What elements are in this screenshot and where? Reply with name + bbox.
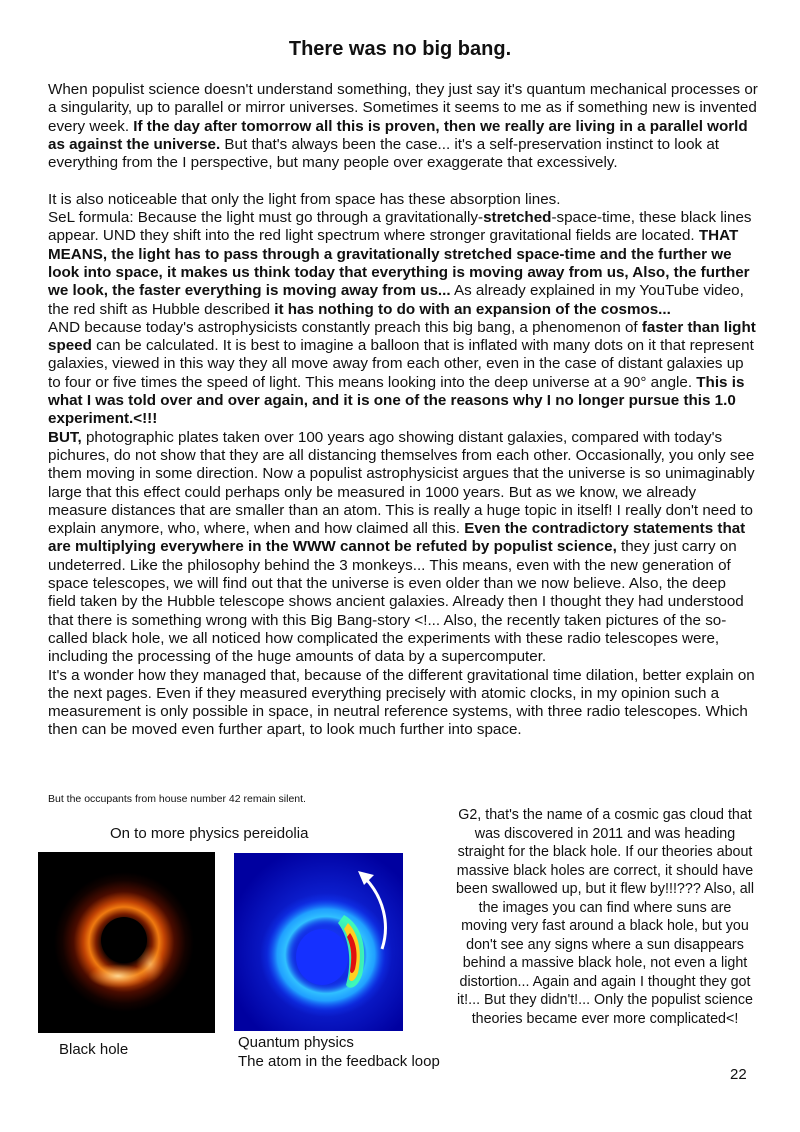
black-hole-caption: Black hole bbox=[59, 1041, 129, 1058]
quantum-caption-line1: Quantum physics bbox=[238, 1034, 354, 1051]
bold-text: it has nothing to do with an expansion of the cosmos... bbox=[274, 300, 671, 318]
quantum-physics-image bbox=[234, 853, 403, 1031]
text: It is also noticeable that only the light from space has these absorption lines. bbox=[48, 190, 561, 208]
paragraph bbox=[48, 191, 758, 209]
bold-text: This is what I was told over and over again, and it is one of the reasons why I no longer pursue this 1.0 experiment.<!!! bbox=[48, 373, 745, 428]
article-body bbox=[48, 81, 758, 740]
text: AND because today's astrophysicists constantly preach this big bang, a phenomenon of bbox=[48, 318, 642, 336]
text: When populist science doesn't understand something, they just say it's quantum mechanical processes or a singularity, up to parallel or mirror universes. Sometimes it seems to me as if something new is invented every week. bbox=[48, 81, 758, 135]
page-title: There was no big bang. bbox=[288, 38, 512, 60]
text: they just carry on undeterred. Like the philosophy behind the 3 monkeys... This means, even with the new generation of space telescopes, we will find out that the universe is even older than we now believe. Also, the deep field taken by the Hubble telescope shows ancient galaxies. Already then I thought they had understood that there is something wrong with this Big Bang-story <!... Also, the recently taken pictures of the so-called black hole, we all noticed how complicated the experiments with these radio telescopes were, including the processing of the huge amounts of data by a supercomputer. bbox=[48, 538, 744, 666]
bold-text: BUT, bbox=[48, 428, 82, 446]
text: can be calculated. It is best to imagine a balloon that is inflated with many dots on it that represent galaxies, viewed in this way they all move away from each other, even in the case of distant galaxies up to four or five times the speed of light. This means looking into the deep universe at a 90° angle. bbox=[48, 337, 754, 391]
bold-text: faster than light speed bbox=[48, 318, 756, 355]
text: As already explained in my YouTube video, the red shift as Hubble described bbox=[48, 282, 744, 318]
black-hole-image bbox=[38, 852, 215, 1033]
footnote: But the occupants from house number 42 remain silent. bbox=[48, 793, 306, 805]
bold-text: Even the contradictory statements that are multiplying everywhere in the WWW cannot be refuted by populist science, bbox=[48, 520, 746, 556]
g2-sidebar-text: G2, that's the name of a cosmic gas cloud that was discovered in 2011 and was heading straight for the black hole. If our theories about massive black holes are correct, it should have been swallowed up, but it flew by!!!??? Also, all the images you can find where suns are moving very fast around a black hole, but you don't see any signs where a sun disappears behind a massive black hole, not even a light distortion... Again and again I thought they got it!... But they didn't!... Only the populist science theories became ever more complicated<! bbox=[455, 807, 755, 1027]
bold-text: stretched bbox=[483, 209, 552, 227]
images-heading: On to more physics pereidolia bbox=[110, 825, 309, 842]
paragraph bbox=[48, 209, 758, 319]
quantum-caption-line2: The atom in the feedback loop bbox=[238, 1053, 440, 1070]
text: photographic plates taken over 100 years ago showing distant galaxies, compared with today's pichures, do not show that they are all distancing themselves from each other. Occasionally, you only see them moving in some direction. Now a populist astrophysicist argues that the universe is so unimaginably large that this effect could perhaps only be measured in 1000 years. But as we know, we already measure distances that are smaller than an atom. This is really a huge topic in itself! I really don't need to explain anymore, who, where, when and how claimed all this. bbox=[48, 428, 755, 538]
paragraph bbox=[48, 319, 758, 429]
bold-text: If the day after tomorrow all this is proven, then we really are living in a parallel world as against the universe. bbox=[48, 117, 748, 153]
paragraph bbox=[48, 429, 758, 667]
quantum-physics-caption bbox=[238, 1033, 440, 1071]
text: -space-time, these black lines appear. UND they shift into the red light spectrum where stronger gravitational fields are located. bbox=[48, 209, 752, 245]
text: SeL formula: Because the light must go through a gravitationally- bbox=[48, 209, 484, 227]
text: It's a wonder how they managed that, because of the different gravitational time dilation, better explain on the next pages. Even if they measured everything precisely with atomic clocks, in my opinion such a measurement is only possible in space, in neutral reference systems, with three radio telescopes. Which then can be moved even further apart, to look much further into space. bbox=[48, 666, 755, 739]
paragraph bbox=[48, 667, 758, 740]
text: But that's always been the case... it's a self-preservation instinct to look at everything from the I perspective, but many people over exaggerate that excessively. bbox=[48, 135, 720, 172]
paragraph bbox=[48, 81, 758, 172]
page-number: 22 bbox=[730, 1066, 747, 1083]
bold-text: THAT MEANS, the light has to pass through a gravitationally stretched space-time and the further we look into space, it makes us think today that everything is moving away from us, Also, the further we look, the faster everything is moving away from us... bbox=[48, 227, 750, 300]
